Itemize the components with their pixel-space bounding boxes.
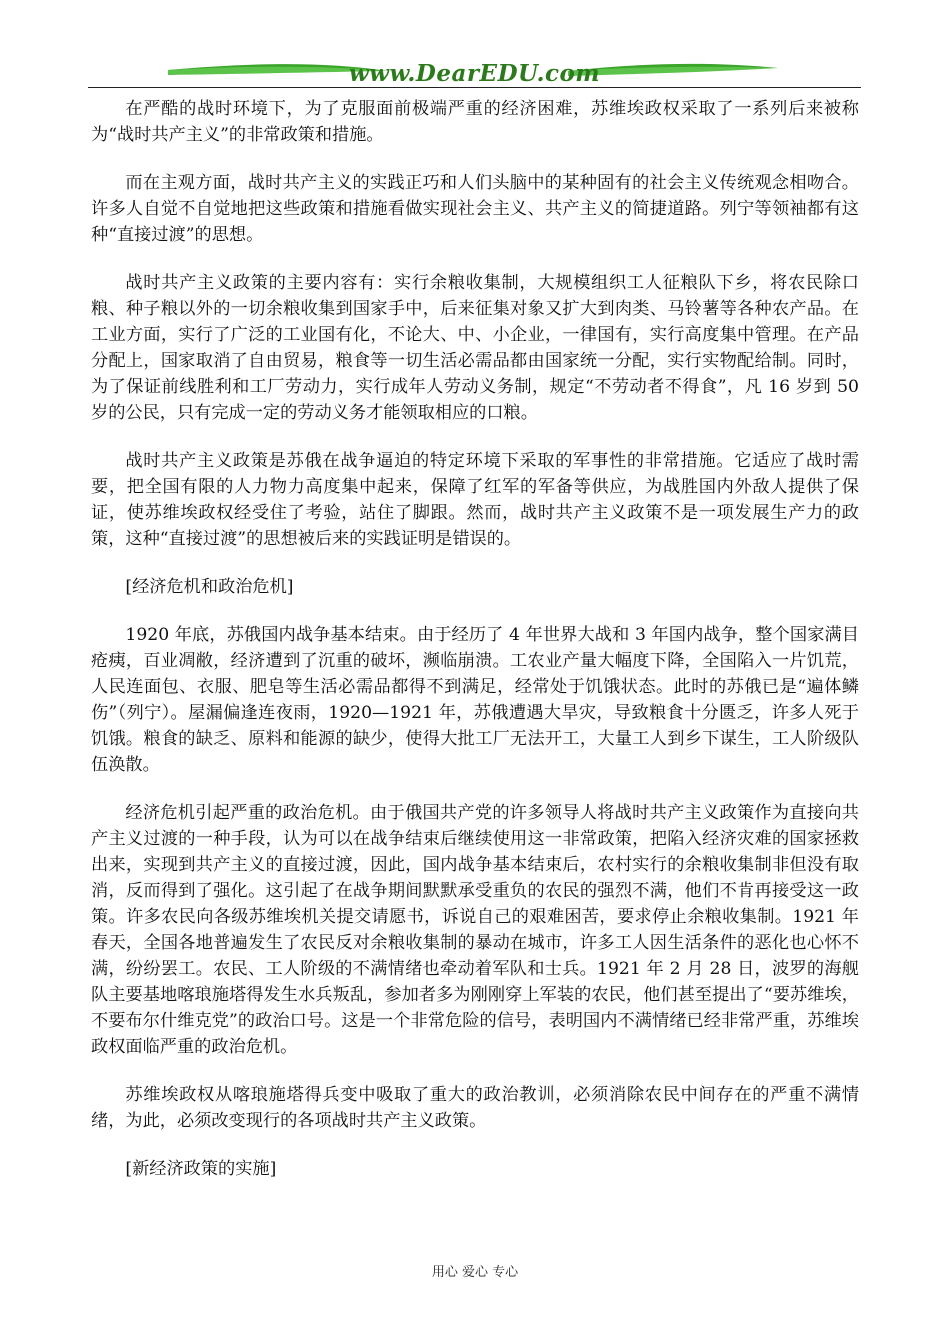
document-body [91, 96, 859, 1182]
header-rule [88, 87, 861, 88]
page-footer: 用心 爱心 专心 [431, 1265, 519, 1280]
page-header [88, 58, 861, 92]
paragraph: 经济危机引起严重的政治危机。由于俄国共产党的许多领导人将战时共产主义政策作为直接向共产主义过渡的一种手段，认为可以在战争结束后继续使用这一非常政策，把陷入经济灾难的国家拯救出来，实现到共产主义的直接过渡，因此，国内战争基本结束后，农村实行的余粮收集制非但没有取消，反而得到了强化。这引起了在战争期间默默承受重负的农民的强烈不满，他们不肯再接受这一政策。许多农民向各级苏维埃机关提交请愿书，诉说自己的艰难困苦，要求停止余粮收集制。1921 年春天，全国各地普遍发生了农民反对余粮收集制的暴动在城市，许多工人因生活条件的恶化也心怀不满，纷纷罢工。农民、工人阶级的不满情绪也牵动着军队和士兵。1921 年 2 月 28 日，波罗的海舰队主要基地喀琅施塔得发生水兵叛乱，参加者多为刚刚穿上军装的农民，他们甚至提出了“要苏维埃，不要布尔什维克党”的政治口号。这是一个非常危险的信号，表明国内不满情绪已经非常严重，苏维埃政权面临严重的政治危机。 [91, 803, 859, 1057]
paragraph: 而在主观方面，战时共产主义的实践正巧和人们头脑中的某种固有的社会主义传统观念相吻合。许多人自觉不自觉地把这些政策和措施看做实现社会主义、共产主义的简捷道路。列宁等领袖都有这种“直接过渡”的思想。 [91, 173, 859, 245]
section-heading: [经济危机和政治危机] [125, 577, 294, 597]
site-logo-text: www.DearEDU.com [348, 60, 601, 87]
paragraph: 在严酷的战时环境下，为了克服面前极端严重的经济困难，苏维埃政权采取了一系列后来被称为“战时共产主义”的非常政策和措施。 [91, 99, 859, 145]
paragraph: 苏维埃政权从喀琅施塔得兵变中吸取了重大的政治教训，必须消除农民中间存在的严重不满情绪，为此，必须改变现行的各项战时共产主义政策。 [91, 1085, 859, 1131]
paragraph: 1920 年底，苏俄国内战争基本结束。由于经历了 4 年世界大战和 3 年国内战争，整个国家满目疮痍，百业凋敝，经济遭到了沉重的破坏，濒临崩溃。工农业产量大幅度下降，全国陷入一片饥荒，人民连面包、衣服、肥皂等生活必需品都得不到满足，经常处于饥饿状态。此时的苏俄已是“遍体鳞伤”（列宁）。屋漏偏逢连夜雨，1920—1921 年，苏俄遭遇大旱灾，导致粮食十分匮乏，许多人死于饥饿。粮食的缺乏、原料和能源的缺少，使得大批工厂无法开工，大量工人到乡下谋生，工人阶级队伍涣散。 [91, 625, 859, 775]
paragraph: 战时共产主义政策是苏俄在战争逼迫的特定环境下采取的军事性的非常措施。它适应了战时需要，把全国有限的人力物力高度集中起来，保障了红军的军备等供应，为战胜国内外敌人提供了保证，使苏维埃政权经受住了考验，站住了脚跟。然而，战时共产主义政策不是一项发展生产力的政策，这种“直接过渡”的思想被后来的实践证明是错误的。 [91, 451, 859, 549]
paragraph: 战时共产主义政策的主要内容有：实行余粮收集制，大规模组织工人征粮队下乡，将农民除口粮、种子粮以外的一切余粮收集到国家手中，后来征集对象又扩大到肉类、马铃薯等各种农产品。在工业方面，实行了广泛的工业国有化，不论大、中、小企业，一律国有，实行高度集中管理。在产品分配上，国家取消了自由贸易，粮食等一切生活必需品都由国家统一分配，实行实物配给制。同时，为了保证前线胜利和工厂劳动力，实行成年人劳动义务制，规定“不劳动者不得食”，凡 16 岁到 50 岁的公民，只有完成一定的劳动义务才能领取相应的口粮。 [91, 273, 859, 423]
section-heading: [新经济政策的实施] [125, 1159, 277, 1179]
